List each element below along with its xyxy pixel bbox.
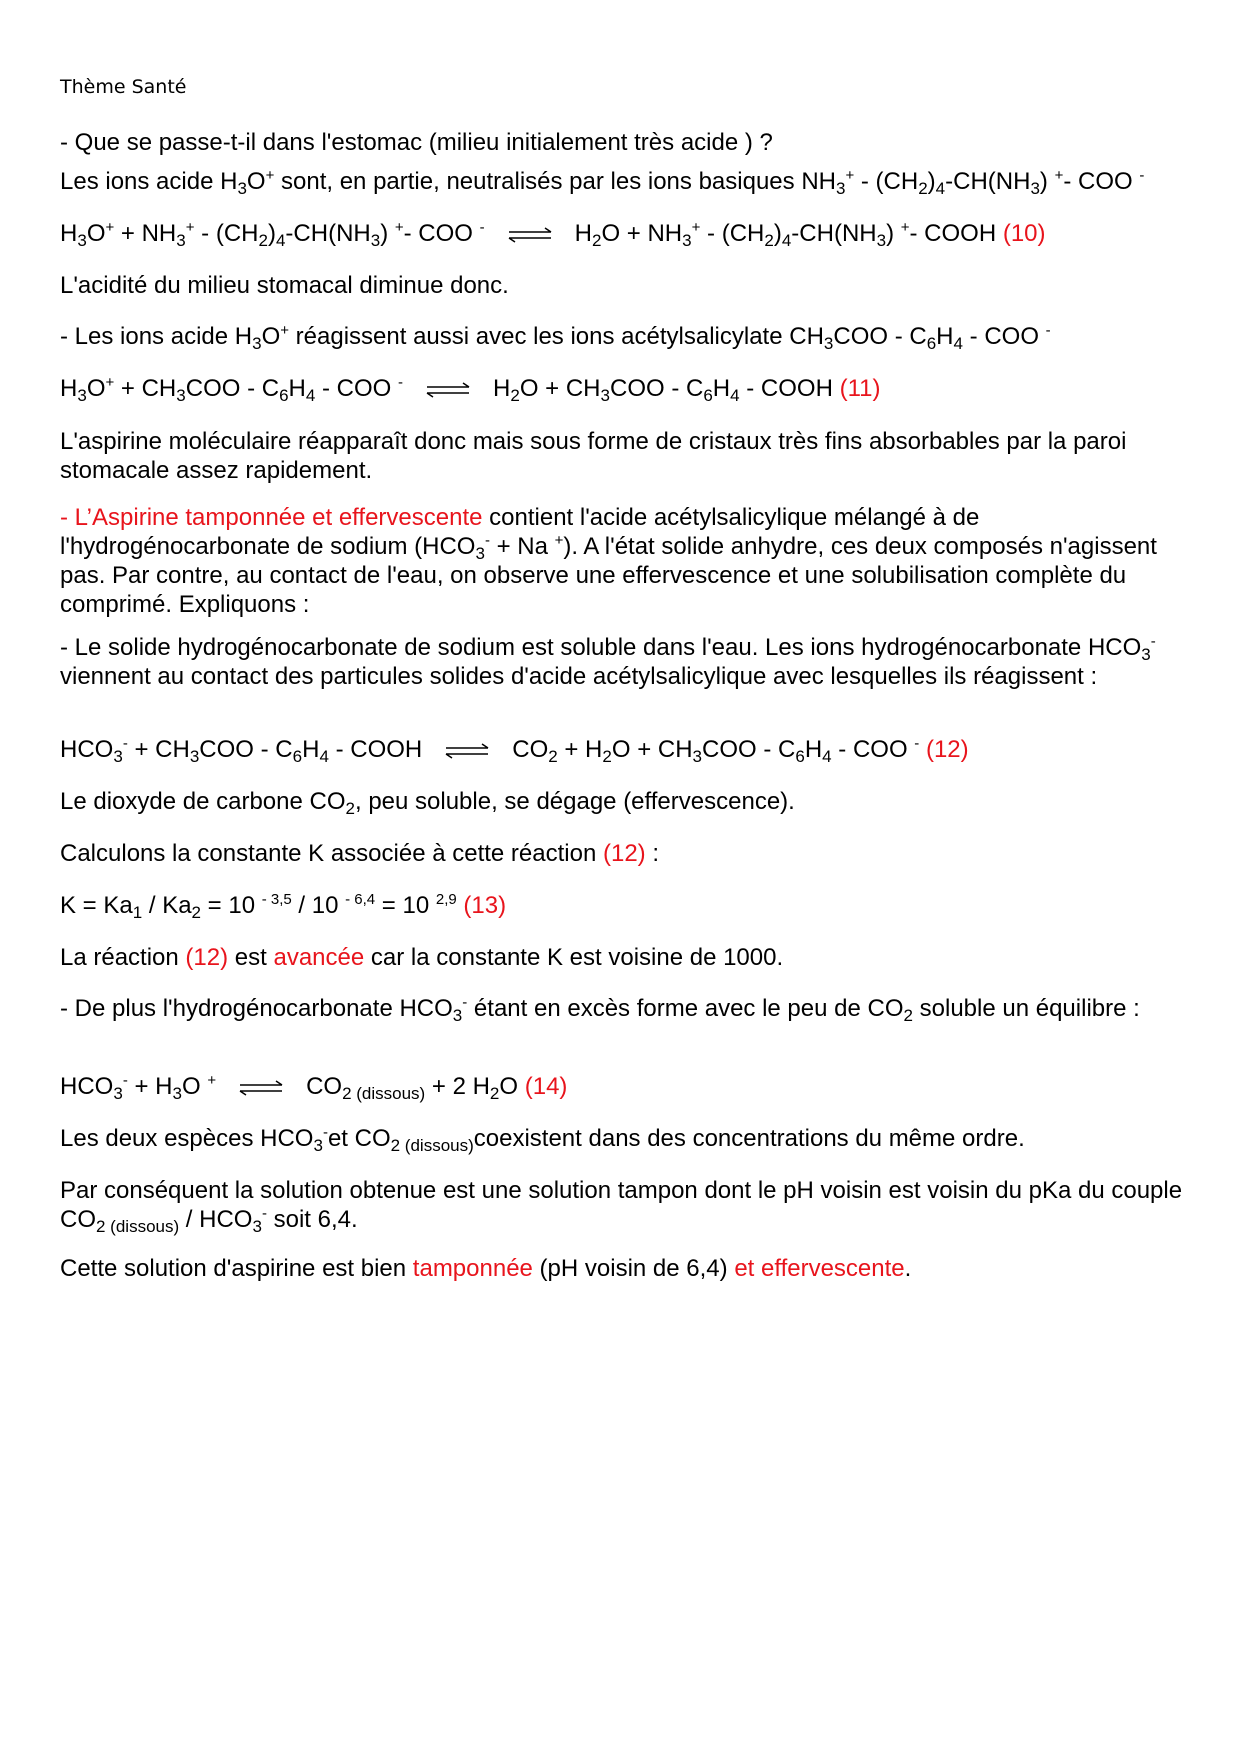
equation-ref: (13): [463, 892, 507, 919]
paragraph-buffer-solution: Par conséquent la solution obtenue est une solution tampon dont le pH voisin est voisin du pKa du couple $CO_{2 (dissous)} / HCO_3^-$ soit 6,4.: [60, 1177, 1183, 1236]
paragraph-buffered-aspirin: - L’Aspirine tamponnée et effervescente contient l'acide acétylsalicylique mélangé à de l'hydrogénocarbonate de sodium ($HCO_3^- + Na$ +). A l'état solide anhydre, ces deux composés n'agissent pas. Par contre, au contact de l'eau, on observe une effervescence et une solubilisation complète du comprimé. Expliquons :: [60, 504, 1157, 618]
paragraph-acidity: L'acidité du milieu stomacal diminue donc.: [60, 272, 509, 299]
equation-ref: (11): [839, 375, 881, 402]
page-header: Thème Santé: [60, 76, 187, 98]
equation-ref: (12): [925, 736, 969, 763]
paragraph-conclusion: Cette solution d'aspirine est bien tamponnée (pH voisin de 6,4) et effervescente.: [60, 1255, 912, 1282]
paragraph-excess-hco3: - De plus l'hydrogénocarbonate $HCO_3^-$ étant en excès forme avec le peu de $CO_2$ soluble un équilibre :: [60, 994, 1140, 1025]
equation-ref: (10): [1002, 220, 1046, 247]
paragraph-acetylsalicylate: - Les ions acide $H_3O^+$ réagissent aussi avec les ions acétylsalicylate $CH_3COO - C_6H_4$ - COO -: [60, 322, 1051, 353]
equation-12: $HCO_3^- + CH_3COO - C_6H_4$ - COOH $CO_2 + H_2O + CH_3COO - C_6H_4$ - COO - (12): [60, 735, 969, 766]
paragraph-aspirin-molecular: L'aspirine moléculaire réapparaît donc mais sous forme de cristaux très fins absorbables par la paroi stomacale assez rapidement.: [60, 428, 1127, 484]
paragraph-coexist: Les deux espèces $HCO_3^-et$ $CO_{2 (dissous)}coexistent$ dans des concentrations du même ordre.: [60, 1124, 1025, 1155]
equation-11: $H_3O^+ + CH_3COO - C_6H_4$ - COO - $H_2O + CH_3COO - C_6H_4$ - COOH (11): [60, 374, 881, 405]
paragraph-co2: Le dioxyde de carbone $CO_2$, peu soluble, se dégage (effervescence).: [60, 788, 795, 818]
question-stomach: - Que se passe-t-il dans l'estomac (milieu initialement très acide ) ?: [60, 129, 773, 156]
equilibrium-arrows-icon: [238, 1079, 284, 1097]
equilibrium-arrows-icon: [425, 381, 471, 399]
equation-13: $K = Ka_1 / Ka_2 = 10$ $^{- 3,5}$ / 10 $^{- 6,4}$ = 10 $^{2,9}$ (13): [60, 891, 507, 922]
equation-10: $H_3O^+ + NH_3^+ - (CH_2)_4-CH(NH_3)$ +- COO - $H_2O + NH_3^+ - (CH_2)_4-CH(NH_3)$ +- COOH (10): [60, 219, 1046, 250]
equation-14: $HCO_3^- + H_3O$ + $CO_{2 (dissous)} + 2$ $H_2O$ (14): [60, 1072, 568, 1103]
equilibrium-arrows-icon: [507, 226, 553, 244]
equilibrium-arrows-icon: [444, 742, 490, 760]
equation-ref: (14): [524, 1073, 568, 1100]
paragraph-calcul-k: Calculons la constante K associée à cette réaction (12) :: [60, 840, 660, 867]
paragraph-reaction-advanced: La réaction (12) est avancée car la constante K est voisine de 1000.: [60, 944, 784, 971]
paragraph-hydrogenocarbonate: - Le solide hydrogénocarbonate de sodium est soluble dans l'eau. Les ions hydrogénocarbonate $HCO_3^-$ viennent au contact des particules solides d'acide acétylsalicylique avec lesquelles ils réagissent :: [60, 633, 1156, 690]
paragraph-neutralization: Les ions acide $H_3O^+$ sont, en partie, neutralisés par les ions basiques $NH_3^+ - (CH_2)_4-CH(NH_3)$ +- COO -: [60, 167, 1145, 198]
